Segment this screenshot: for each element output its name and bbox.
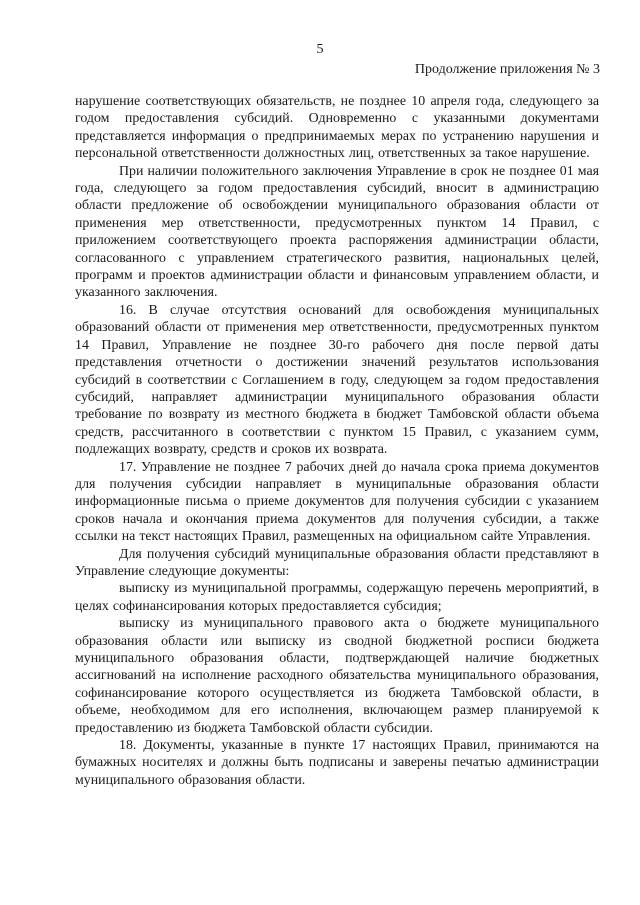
paragraph-documents-intro: Для получения субсидий муниципальные образования области представляют в Управление следующие документы: — [75, 546, 599, 579]
document-body — [75, 93, 599, 789]
page-number: 5 — [316, 42, 324, 57]
paragraph-positive-conclusion: При наличии положительного заключения Управление в срок не позднее 01 мая года, следующего за годом предоставления субсидий, вносит в администрацию области предложение об освобождении муниципального образования области от применения мер ответственности, предусмотренных пунктом 14 Правил, с приложением соответствующего проекта распоряжения администрации области, согласованного с управлением стратегического развития, национальных целей, программ и проектов администрации области и финансовым управлением области, и указанного заключения. — [75, 163, 599, 301]
paragraph-budget-extract: выписку из муниципального правового акта о бюджете муниципального образования области или выписку из сводной бюджетной росписи бюджета муниципального образования области, подтверждающей наличие бюджетных ассигнований на исполнение расходного обязательства муниципального образования, софинансирование которого осуществляется из бюджета Тамбовской области, в объеме, необходимом для его исполнения, включающем размер планируемой к предоставлению из бюджета Тамбовской области субсидии. — [75, 616, 599, 736]
paragraph-program-extract: выписку из муниципальной программы, содержащую перечень мероприятий, в целях софинансирования которых предоставляется субсидия; — [75, 581, 599, 614]
paragraph-item-16: 16. В случае отсутствия оснований для освобождения муниципальных образований области от применения мер ответственности, предусмотренных пунктом 14 Правил, Управление не позднее 30-го рабочего дня после первой даты представления отчетности о достижении значений результатов использования субсидий в соответствии с Соглашением в году, следующем за годом предоставления субсидий, направляет администрации муниципального образования области требование по возврату из местного бюджета в бюджет Тамбовской области объема средств, рассчитанного в соответствии с пунктом 15 Правил, с указанием сумм, подлежащих возврату, средств и сроков их возврата. — [75, 302, 599, 458]
paragraph-violation-continuation: нарушение соответствующих обязательств, не позднее 10 апреля года, следующего за годом предоставления субсидий. Одновременно с указанными документами представляется информация о предпринимаемых мерах по устранению нарушения и персональной ответственности должностных лиц, ответственных за такое нарушение. — [75, 94, 599, 162]
paragraph-item-18: 18. Документы, указанные в пункте 17 настоящих Правил, принимаются на бумажных носителях и должны быть подписаны и заверены печатью администрации муниципального образования области. — [75, 738, 599, 788]
appendix-continuation-note: Продолжение приложения № 3 — [414, 62, 600, 77]
paragraph-item-17: 17. Управление не позднее 7 рабочих дней до начала срока приема документов для получения субсидии направляет в муниципальные образования области информационные письма о приеме документов для получения субсидии с указанием сроков начала и окончания приема документов для получения субсидии, а также ссылки на текст настоящих Правил, размещенных на официальном сайте Управления. — [75, 459, 599, 545]
